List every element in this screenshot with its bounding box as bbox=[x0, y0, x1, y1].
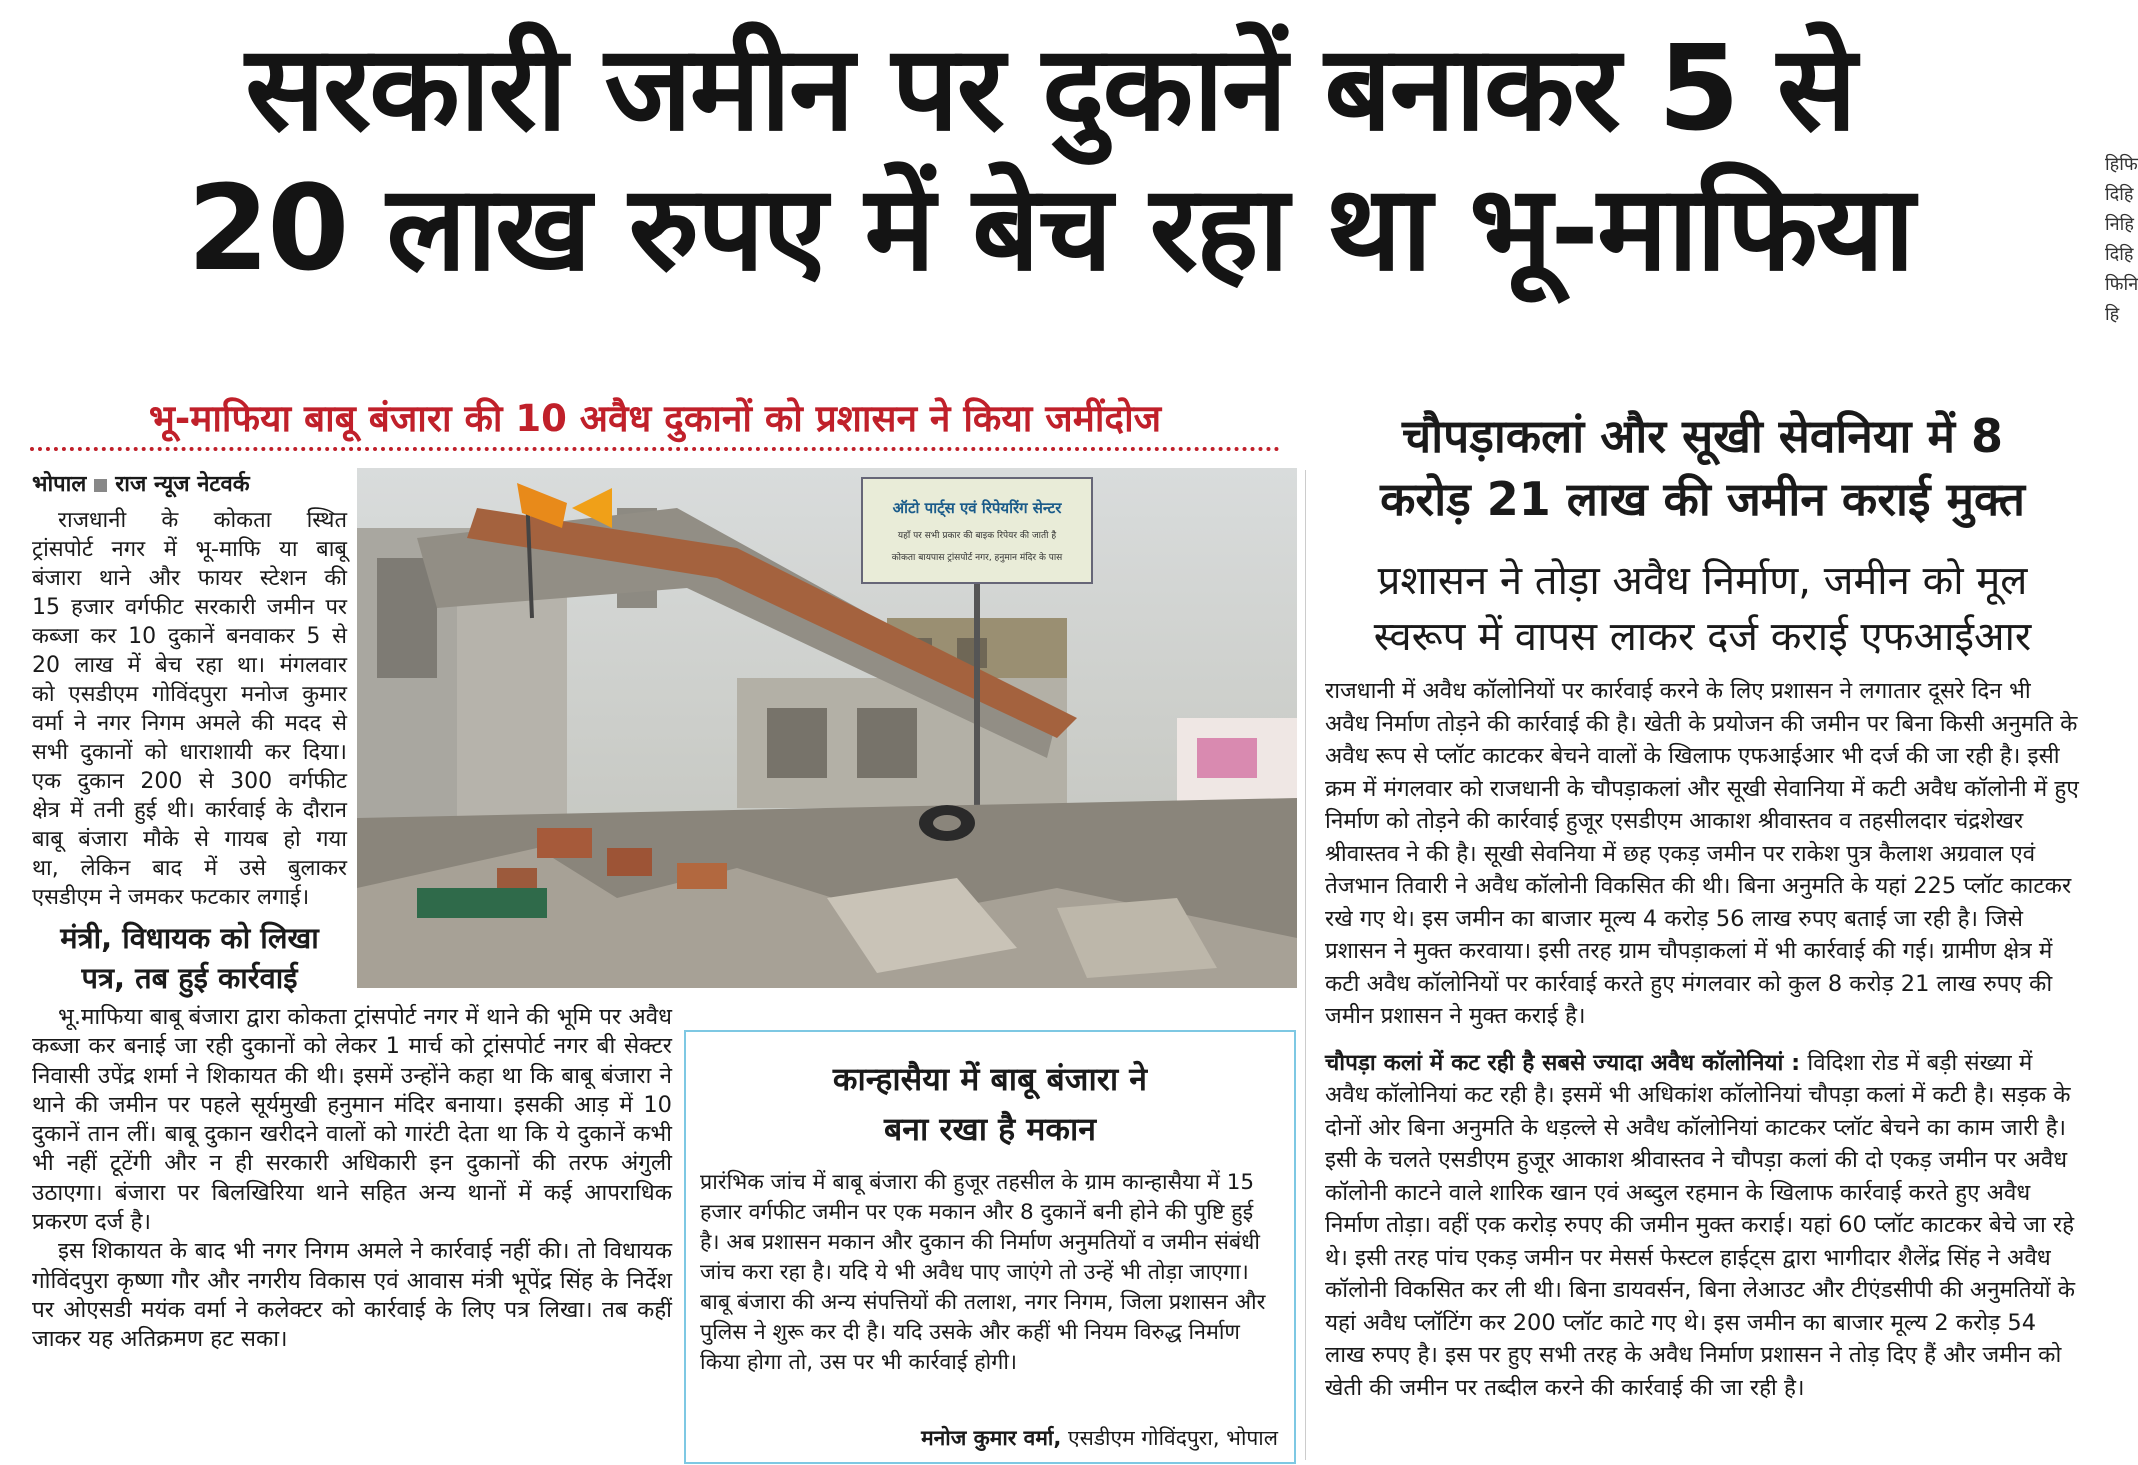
crosshead-line-2: पत्र, तब हुई कार्रवाई bbox=[81, 961, 298, 995]
right-para-2: विदिशा रोड में बड़ी संख्या में अवैध कॉलोनियां कट रही है। इसमें भी अधिकांश कॉलोनियां चौपड़ा कलां में कटी है। सड़क के दोनों ओर बिना अनुमति के धड़ल्ले से अवैध कॉलोनियां काटकर प्लॉट बेचने का काम जारी है। इसी के चलते एसडीएम हुजूर आकाश श्रीवास्तव ने चौपड़ा कलां की दो एकड़ जमीन पर अवैध कॉलोनी काटने वाले शारिक खान एवं अब्दुल रहमान के खिलाफ कार्रवाई करते हुए अवैध निर्माण तोड़ा। वहीं एक करोड़ रुपए की जमीन मुक्त कराई। यहां 60 प्लॉट काटकर बेचे जा रहे थे। इसी तरह पांच एकड़ जमीन पर मेसर्स फेस्टल हाईट्स द्वारा भागीदार शैलेंद्र सिंह ने अवैध कॉलोनी विकसित कर ली थी। बिना डायवर्सन, बिना लेआउट और टीएंडसीपी की अनुमतियों के यहां अवैध प्लॉटिंग कर 200 प्लॉट काटे गए थे। इस जमीन का बाजार मूल्य 2 करोड़ 54 लाख रुपए है। इस पर हुए सभी तरह के अवैध निर्माण प्रशासन ने तोड़ दिए हैं और जमीन को खेती की जमीन पर तब्दील करने की कार्रवाई की जा रही है। bbox=[1325, 1049, 2075, 1401]
adjacent-column-edge: हिफिदिहिनिहिदिहिफिनिहि bbox=[2105, 154, 2138, 325]
crosshead bbox=[32, 918, 347, 998]
left-para-1-line: वर्मा ने नगर निगम अमले की मदद से bbox=[32, 711, 347, 736]
left-para-1-line: 20 लाख में बेच रहा था। मंगलवार bbox=[32, 653, 347, 678]
left-para-1 bbox=[32, 506, 347, 912]
dateline bbox=[32, 468, 250, 498]
left-para-1-line: था, लेकिन बाद में उसे बुलाकर bbox=[32, 856, 347, 881]
left-para-1-line: क्षेत्र में तनी हुई थी। कार्रवाई के दौरान bbox=[32, 798, 347, 823]
rubble-scene bbox=[357, 468, 1297, 988]
left-para-1-line: बाबू बंजारा मौके से गायब हो गया bbox=[32, 827, 347, 852]
box-title-line-1: कान्हासैया में बाबू बंजारा ने bbox=[832, 1060, 1148, 1098]
right-sub-line-2: स्वरूप में वापस लाकर दर्ज कराई एफआईआर bbox=[1373, 614, 2032, 660]
sign-line-2: यहाँ पर सभी प्रकार की बाइक रिपेयर की जाती है bbox=[897, 531, 1057, 541]
right-para-2-wrap bbox=[1325, 1047, 2080, 1405]
dateline-square-icon bbox=[94, 479, 107, 492]
left-column bbox=[32, 506, 347, 912]
column-separator bbox=[1305, 470, 1306, 1460]
box-signature bbox=[921, 1424, 1278, 1452]
box-title-line-2: बना रखा है मकान bbox=[883, 1110, 1097, 1148]
right-sub-line-1: प्रशासन ने तोड़ा अवैध निर्माण, जमीन को मूल bbox=[1377, 558, 2028, 604]
right-headline bbox=[1310, 405, 2095, 531]
sign-line-3: कोकता बायपास ट्रांसपोर्ट नगर, हनुमान मंदिर के पास bbox=[891, 553, 1063, 563]
left-para-1-line: ट्रांसपोर्ट नगर में भू-माफि या बाबू bbox=[32, 537, 347, 562]
crosshead-line-1: मंत्री, विधायक को लिखा bbox=[60, 921, 319, 955]
left-para-1-line: बंजारा थाने और फायर स्टेशन की bbox=[32, 566, 347, 591]
main-headline bbox=[20, 18, 2080, 298]
dateline-agency: राज न्यूज नेटवर्क bbox=[115, 472, 250, 497]
right-column bbox=[1325, 675, 2080, 1404]
left-para-1-line: राजधानी के कोकता स्थित bbox=[58, 508, 347, 533]
signature-name: मनोज कुमार वर्मा, bbox=[921, 1426, 1062, 1450]
headline-line-1: सरकारी जमीन पर दुकानें बनाकर 5 से bbox=[245, 19, 1855, 157]
sign-line-1: ऑटो पार्ट्स एवं रिपेयरिंग सेन्टर bbox=[892, 499, 1062, 517]
left-para-1-line: एक दुकान 200 से 300 वर्गफीट bbox=[32, 769, 347, 794]
box-title bbox=[686, 1054, 1294, 1154]
signature-title: एसडीएम गोविंदपुरा, भोपाल bbox=[1068, 1426, 1278, 1450]
left-para-1-line: एसडीएम ने जमकर फटकार लगाई। bbox=[32, 885, 310, 910]
demolition-photo bbox=[357, 468, 1297, 988]
headline-line-2: 20 लाख रुपए में बेच रहा था भू-माफिया bbox=[187, 159, 1913, 297]
right-headline-line-1: चौपड़ाकलां और सूखी सेवनिया में 8 bbox=[1401, 409, 2003, 463]
left-para-1-line: 15 हजार वर्गफीट सरकारी जमीन पर bbox=[32, 595, 347, 620]
right-subheadline bbox=[1310, 553, 2095, 665]
right-para-1: राजधानी में अवैध कॉलोनियों पर कार्रवाई करने के लिए प्रशासन ने लगातार दूसरे दिन भी अवैध निर्माण तोड़ने की कार्रवाई की है। खेती के प्रयोजन की जमीन पर बिना किसी अनुमति के अवैध रूप से प्लॉट काटकर बेचने वालों के खिलाफ एफआईआर भी दर्ज की जा रही है। इसी क्रम में मंगलवार को राजधानी के चौपड़ाकलां और सूखी सेवानिया में कटी अवैध कॉलोनी में हुए निर्माण को तोड़ने की कार्रवाई हुजूर एसडीएम आकाश श्रीवास्तव व तहसीलदार चंद्रशेखर श्रीवास्तव ने की है। सूखी सेवनिया में छह एकड़ जमीन पर राकेश पुत्र कैलाश अग्रवाल एवं तेजभान तिवारी ने अवैध कॉलोनी विकसित की थी। बिना अनुमति के यहां 225 प्लॉट काटकर रखे गए थे। इस जमीन का बाजार मूल्य 4 करोड़ 56 लाख रुपए बताई जा रही है। जिसे प्रशासन ने मुक्त करवाया। इसी तरह ग्राम चौपड़ाकलां में भी कार्रवाई की गई। ग्रामीण क्षेत्र में कटी अवैध कॉलोनियों पर कार्रवाई करते हुए मंगलवार को कुल 8 करोड़ 21 लाख रुपए की जमीन प्रशासन ने मुक्त कराई है। bbox=[1325, 678, 2079, 1029]
dotted-divider bbox=[30, 447, 1280, 451]
left-para-3: इस शिकायत के बाद भी नगर निगम अमले ने कार्रवाई नहीं की। तो विधायक गोविंदपुरा कृष्णा गौर और नगरीय विकास एवं आवास मंत्री भूपेंद्र सिंह के निर्देश पर ओएसडी मयंक वर्मा ने कलेक्टर को कार्रवाई के लिए पत्र लिखा। तब कहीं जाकर यह अतिक्रमण हट सका। bbox=[32, 1238, 672, 1353]
left-bottom-column bbox=[32, 1003, 672, 1355]
left-para-1-line: कब्जा कर 10 दुकानें बनवाकर 5 से bbox=[32, 624, 347, 649]
sidebar-box bbox=[684, 1030, 1296, 1464]
left-para-1-line: को एसडीएम गोविंदपुरा मनोज कुमार bbox=[32, 682, 347, 707]
left-para-1-line: सभी दुकानों को धाराशायी कर दिया। bbox=[32, 740, 347, 765]
box-body: प्रारंभिक जांच में बाबू बंजारा की हुजूर तहसील के ग्राम कान्हासैया में 15 हजार वर्गफीट जमीन पर एक मकान और 8 दुकानें बनी होने की पुष्टि हुई है। अब प्रशासन मकान और दुकान की निर्माण अनुमतियों व जमीन संबंधी जांच करा रहा है। यदि ये भी अवैध पाए जाएंगे तो उन्हें भी तोड़ा जाएगा। बाबू बंजारा की अन्य संपत्तियों की तलाश, नगर निगम, जिला प्रशासन और पुलिस ने शुरू कर दी है। यदि उसके और कहीं भी नियम विरुद्ध निर्माण किया होगा तो, उस पर भी कार्रवाई होगी। bbox=[700, 1170, 1266, 1375]
right-para-2-lead: चौपड़ा कलां में कट रही है सबसे ज्यादा अवैध कॉलोनियां : bbox=[1325, 1049, 1801, 1076]
left-para-2: भू.माफिया बाबू बंजारा द्वारा कोकता ट्रांसपोर्ट नगर में थाने की भूमि पर अवैध कब्जा कर बनाई जा रही दुकानों को लेकर 1 मार्च को ट्रांसपोर्ट नगर बी सेक्टर निवासी उपेंद्र शर्मा ने शिकायत की थी। इसमें उन्होंने कहा था कि बाबू बंजारा ने थाने की जमीन पर पहले सूर्यमुखी हनुमान मंदिर बनाया। इसकी आड़ में 10 दुकानें तान लीं। बाबू दुकान खरीदने वालों को गारंटी देता था कि ये दुकानें कभी भी नहीं टूटेंगी और न ही सरकारी अधिकारी इन दुकानों की तरफ अंगुली उठाएगा। बंजारा पर बिलखिरिया थाने सहित अन्य थानों में कई आपराधिक प्रकरण दर्ज है। bbox=[32, 1004, 672, 1236]
right-headline-line-2: करोड़ 21 लाख की जमीन कराई मुक्त bbox=[1380, 472, 2025, 526]
left-subheadline: भू-माफिया बाबू बंजारा की 10 अवैध दुकानों को प्रशासन ने किया जमींदोज bbox=[148, 397, 1162, 440]
dateline-city: भोपाल bbox=[32, 472, 87, 497]
